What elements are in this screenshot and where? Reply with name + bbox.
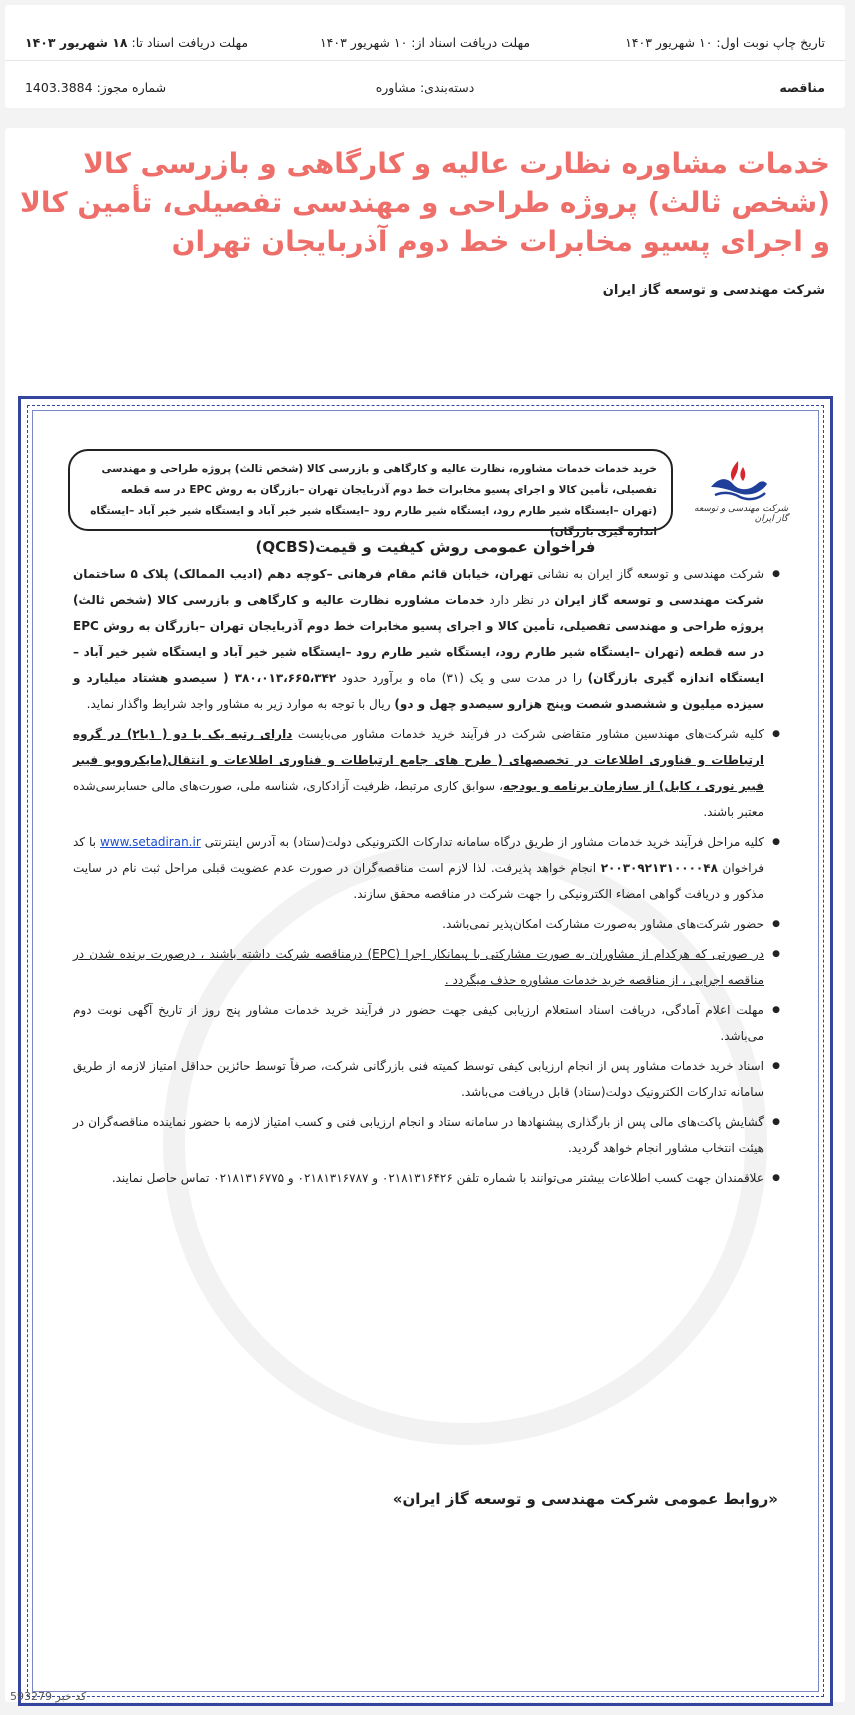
meta-divider [5,60,845,61]
news-id [10,1690,86,1703]
receive-until-value: ۱۸ شهریور ۱۴۰۳ [24,34,128,50]
list-item: ● گشایش پاکت‌های مالی پس از بارگذاری پیشنهادها در سامانه ستاد و انجام ارزیابی فنی و کسب امتیاز لازمه با حضور نماینده مناقصه‌گران در هیئت انتخاب مشاور انجام خواهد گردید. [73,1109,764,1161]
p1-duration: را در مدت سی و یک (۳۱) ماه و برآورد حدود [336,671,588,685]
p3-end: انجام خواهد پذیرفت. لذا لازم است مناقصه‌گران در صورت عدم عضویت قبلی مراحل ثبت نام در سایت مذکور و دریافت گواهی امضاء الکترونیکی را جهت شرکت در مناقصه محقق سازند. [73,861,764,901]
news-id-value: 593279 [10,1690,52,1703]
list-item: ● حضور شرکت‌های مشاور به‌صورت مشارکت امکان‌پذیر نمی‌باشد. [73,911,764,937]
receive-until-date [25,35,292,50]
list-item: ● اسناد خرید خدمات مشاور پس از انجام ارزیابی کیفی توسط کمیته فنی بازرگانی شرکت، صرفاً توسط حائزین حداقل امتیاز لازمه از طریق سامانه تدارکات الکترونیک دولت(ستاد) قابل دریافت می‌باشد. [73,1053,764,1105]
call-title: فراخوان عمومی روش کیفیت و قیمت(QCBS) [255,538,596,556]
license-number [25,80,292,95]
license-label: شماره مجوز: [96,79,167,95]
print-date: تاریخ چاپ نوبت اول: ۱۰ شهریور ۱۴۰۳ [625,34,825,50]
meta-row-info [5,72,845,102]
notice-type: مناقصه [779,79,825,95]
ad-header-box: خرید خدمات خدمات مشاوره، نظارت عالیه و کارگاهی و بازرسی کالا (شخص ثالث) پروژه طراحی و مهندسی تفصیلی، تأمین کالا و اجرای پسیو مخابرات خط دوم آذربایجان تهران –بازرگان به روش EPC در سه قطعه (تهران –ایستگاه شیر طارم رود، ایستگاه شیر طارم رود –ایستگاه شیر خیر آباد و ایستگاه شیر خیر آباد –ایستگاه اندازه گیری بازرگان) [68,449,673,531]
ad-frame-inner [32,410,819,1692]
p1-estimate: ۳۸۰،۰۱۳،۶۶۵،۳۴۲ ( سیصدو هشتاد میلیارد و سیزده میلیون و ششصدو شصت وپنج هزارو سیصدو چهل و دو) [73,671,764,711]
p2-requirement: دارای رتبه یک یا دو ( ۱یا۲) در گروه ارتباطات و فناوری اطلاعات در تخصصهای ( طرح های جامع ارتباطات و فناوری اطلاعات و انتقال(مایکروویو فیبر فیبر نوری ، کابل) از سازمان برنامه و بودجه [73,727,764,793]
company-name: شرکت مهندسی و توسعه گاز ایران [602,283,825,298]
notice-title: خدمات مشاوره نظارت عالیه و کارگاهی و بازرسی کالا (شخص ثالث) پروژه طراحی و مهندسی تفصیلی، تأمین کالا و اجرای پسیو مخابرات خط دوم آذربایجان تهران [20,147,830,258]
p1-address: تهران، خیابان قائم مقام فرهانی –کوچه دهم (ادیب الممالک) پلاک ۵ ساختمان شرکت مهندسی و توسعه گاز ایران [73,567,764,607]
public-relations-signature: «روابط عمومی شرکت مهندسی و توسعه گاز ایران» [392,1490,778,1508]
list-item: ● علاقمندان جهت کسب اطلاعات بیشتر می‌توانند با شماره تلفن ۰۲۱۸۱۳۱۶۴۲۶ و ۰۲۱۸۱۳۱۶۷۸۷ و ۰۲۱۸۱۳۱۶۷۷۵ تماس حاصل نمایند. [73,1165,764,1191]
p3-intro: کلیه مراحل فرآیند خرید خدمات مشاور از طریق درگاه سامانه تدارکات الکترونیکی دولت(ستاد) به آدرس اینترنتی [200,835,764,849]
news-id-label: کد خبر [55,1690,87,1703]
list-item [73,561,764,717]
list-item [73,829,764,907]
license-value: 1403.3884 [24,79,93,95]
logo-caption: شرکت مهندسی و توسعه گاز ایران [694,503,788,524]
meta-row-dates [5,27,845,57]
setad-link[interactable]: www.setadiran.ir [99,835,201,849]
p2-intro: کلیه شرکت‌های مهندسین مشاور متقاضی شرکت در فرآیند خرید خدمات مشاور می‌بایست [292,727,764,741]
ad-body [73,561,780,1195]
conditions-list [73,561,780,1191]
p1-intro: شرکت مهندسی و توسعه گاز ایران به نشانی [533,567,764,581]
p3-code-label: با کد فراخوان [73,835,764,875]
notice-meta-bar [5,5,845,108]
ad-frame [27,405,824,1697]
list-item: ● در صورتی که هرکدام از مشاوران به صورت مشارکتی با پیمانکار اجرا (EPC) درمناقصه شرکت داشته باشند ، درصورت برنده شدن در مناقصه اجرایی ، از مناقصه خرید خدمات مشاوره حذف میگردد . [73,941,764,993]
p2-end: ، سوابق کاری مرتبط، ظرفیت آزادکاری، شناسه ملی، صورت‌های مالی حسابرسی‌شده معتبر باشند. [73,779,764,819]
receive-until-label: مهلت دریافت اسناد تا: [131,34,249,50]
company-logo [688,451,788,529]
tender-code: ۲۰۰۳۰۹۲۱۳۱۰۰۰۰۴۸ [600,861,718,875]
list-item [73,721,764,825]
p1-text: در نظر دارد [484,593,555,607]
notice-category: دسته‌بندی: مشاوره [375,79,475,95]
list-item: ● مهلت اعلام آمادگی، دریافت اسناد استعلام ارزیابی کیفی جهت حضور در فرآیند خرید خدمات مشاور پنج روز از تاریخ آگهی نوبت دوم می‌باشد. [73,997,764,1049]
notice-card [5,128,845,1702]
receive-from-date: مهلت دریافت اسناد از: ۱۰ شهریور ۱۴۰۳ [319,34,531,50]
gas-flame-logo-icon [705,457,771,501]
p1-subject: خدمات مشاوره نظارت عالیه و کارگاهی و بازرسی کالا (شخص ثالث) پروژه طراحی و مهندسی تفصیلی، تأمین کالا و اجرای پسیو مخابرات خط دوم آذربایجان تهران –بازرگان به روش EPC در سه قطعه (تهران –ایستگاه شیر طارم رود، ایستگاه شیر طارم رود –ایستگاه شیر خیر آباد و ایستگاه شیر خیر آباد –ایستگاه اندازه گیری بازرگان) [73,593,764,685]
ad-image [18,396,833,1706]
p1-end: ریال با توجه به موارد زیر به مشاور واجد شرایط واگذار نماید. [86,697,395,711]
